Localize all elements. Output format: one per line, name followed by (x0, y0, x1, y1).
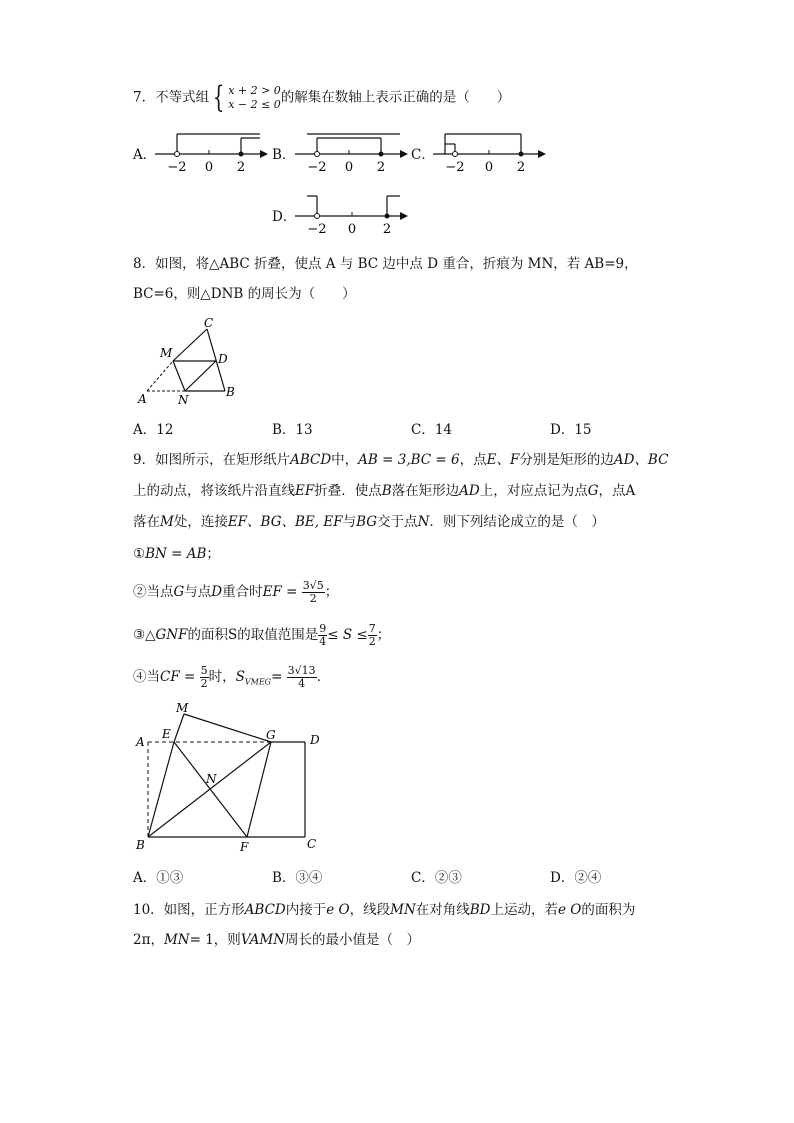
open-dot (175, 152, 180, 157)
label-C: C (204, 316, 214, 330)
q9-text: ．则下列结论成立的是（ ） (429, 514, 605, 530)
q9-math: GNF (155, 627, 188, 643)
q7-option-b-letter: B． (272, 147, 296, 163)
label-A: A (138, 392, 147, 406)
q9-text: 折叠．使点 (314, 483, 382, 499)
label-zero: 0 (204, 160, 214, 175)
q7-suffix: 的解集在数轴上表示正确的是（ ） (280, 89, 511, 106)
label-A: A (136, 735, 145, 749)
label-C: C (307, 837, 317, 851)
solid-dot (379, 152, 384, 157)
fraction (368, 623, 377, 648)
segment-BE (148, 742, 174, 837)
label-minus2: −2 (445, 160, 465, 175)
label-N: N (178, 393, 189, 407)
axis-arrow (400, 150, 408, 158)
q10-text: 内接于 (285, 902, 327, 918)
label-zero: 0 (484, 160, 494, 175)
fraction (287, 665, 317, 690)
q9-option-d: D．②④ (550, 870, 602, 886)
q9-math: ABCD (290, 452, 332, 468)
q7-stem (133, 80, 511, 115)
label-two: 2 (382, 222, 392, 237)
numerator: 7 (368, 622, 376, 635)
q9-text: 与点 (184, 584, 212, 600)
q9-text: ④当 (133, 669, 160, 685)
q9-math: = (271, 669, 283, 685)
q9-option-a: A．①③ (133, 870, 184, 886)
q9-subscript: VMEG (244, 677, 272, 687)
label-two: 2 (376, 160, 386, 175)
denominator: 2 (309, 592, 317, 605)
q7-option-a-letter: A． (133, 147, 157, 163)
q9-statement-2 (133, 580, 338, 605)
label-B: B (226, 385, 235, 399)
segment-FG (247, 742, 271, 837)
q10-text: 在对角线 (415, 902, 470, 918)
q10-math: VAMN (240, 932, 286, 948)
q9-text: 的面积S的取值范围是 (187, 627, 319, 643)
q9-math: S (235, 669, 245, 685)
q7-option-b-numberline (290, 128, 410, 178)
label-E: E (162, 727, 171, 741)
denominator: 2 (368, 635, 376, 648)
label-F: F (240, 840, 249, 854)
q10-text: = 1，则 (189, 932, 241, 948)
label-B: B (136, 838, 145, 852)
q8-option-a: A．12 (133, 422, 174, 438)
label-M: M (160, 346, 173, 360)
fraction (318, 623, 327, 648)
q10-text: ，线段 (349, 902, 391, 918)
numerator: 5 (200, 664, 208, 677)
q9-text: 交于点 (377, 514, 418, 530)
q9-math: D (211, 584, 223, 600)
q9-math: EF、BG、BE, EF (227, 514, 343, 530)
label-two: 2 (516, 160, 526, 175)
q9-option-b: B．③④ (272, 870, 323, 886)
q9-math: M (160, 514, 174, 530)
crease-MN (173, 361, 185, 391)
denominator: 2 (200, 677, 208, 690)
q7-option-d-letter: D． (272, 209, 297, 225)
q9-math: AD (459, 483, 480, 499)
q7-option-c-letter: C． (411, 147, 435, 163)
q9-line3 (133, 513, 605, 531)
segment-BG (148, 742, 271, 837)
q9-text: 分别是矩形的边 (519, 452, 614, 468)
q10-text: 上运动，若 (490, 902, 559, 918)
axis-arrow (400, 212, 408, 220)
numerator: 3√13 (287, 664, 316, 677)
axis-arrow (538, 150, 546, 158)
q10-text: 2π， (133, 932, 164, 948)
denominator: 4 (319, 635, 327, 648)
label-G: G (266, 728, 276, 742)
label-D: D (218, 352, 228, 366)
q10-text: 的面积为 (581, 902, 636, 918)
q10-text: 周长的最小值是（ ） (285, 932, 421, 948)
q10-math: ABCD (244, 902, 286, 918)
q9-text: 与 (342, 514, 357, 530)
side-MG (184, 714, 271, 742)
q8-triangle-figure (130, 312, 250, 407)
open-dot (315, 152, 320, 157)
denominator: 4 (298, 677, 306, 690)
q7-ineq2: x − 2 ≤ 0 (228, 98, 281, 111)
label-N: N (206, 772, 217, 786)
q9-math: E、F (486, 452, 520, 468)
fraction (200, 665, 209, 690)
solid-dot (239, 152, 244, 157)
q9-math: EF = (262, 584, 298, 600)
q9-text: 9．如图所示，在矩形纸片 (133, 452, 291, 468)
side-MC (173, 329, 207, 361)
q9-line1 (133, 451, 668, 469)
q9-text: 处，连接 (173, 514, 228, 530)
side-ME (174, 714, 184, 742)
q10-line1 (133, 901, 635, 919)
q10-math: e O (326, 902, 350, 918)
q9-math: EF (295, 483, 315, 499)
q7-prefix: 7．不等式组 (133, 89, 210, 106)
q9-math: BG (356, 514, 378, 530)
numerator: 3√5 (302, 579, 324, 592)
q7-inequality-system (228, 84, 281, 112)
q9-rectangle-figure (130, 698, 330, 858)
label-two: 2 (236, 160, 246, 175)
solid-dot (519, 152, 524, 157)
q9-text: ，点A (598, 483, 636, 499)
q9-text: ③△ (133, 627, 156, 643)
label-zero: 0 (344, 160, 354, 175)
q9-line2 (133, 482, 635, 500)
q9-text: 上的动点，将该纸片沿直线 (133, 483, 295, 499)
q7-option-a-numberline (150, 128, 270, 178)
segment-EF (174, 742, 247, 837)
q8-line1: 8．如图，将△ABC 折叠，使点 A 与 BC 边中点 D 重合，折痕为 MN，若 AB=9， (133, 256, 638, 272)
fraction (302, 580, 325, 605)
open-dot (315, 214, 320, 219)
q9-option-c: C．②③ (411, 870, 462, 886)
q9-text: ① (133, 546, 146, 562)
q9-text: 落在 (133, 514, 160, 530)
numerator: 9 (319, 622, 327, 635)
q9-text: 时， (208, 669, 236, 685)
q9-math: BN = AB (145, 546, 207, 562)
q7-option-c-numberline (428, 128, 548, 178)
system-brace: { (212, 80, 225, 115)
q10-text: 10．如图，正方形 (133, 902, 245, 918)
q9-text: ． (316, 669, 331, 685)
q9-math: G (173, 584, 185, 600)
label-minus2: −2 (167, 160, 187, 175)
axis-arrow (260, 150, 268, 158)
q8-option-c: C．14 (411, 422, 453, 438)
q9-math: G (587, 483, 599, 499)
q9-text: 重合时 (222, 584, 263, 600)
fold-AM (147, 361, 173, 391)
open-dot (453, 152, 458, 157)
q9-statement-1 (133, 545, 220, 563)
q7-option-d-numberline (290, 190, 410, 240)
label-M: M (176, 701, 189, 715)
q9-statement-4 (133, 665, 330, 692)
label-D: D (310, 733, 320, 747)
q9-text: ； (324, 584, 339, 600)
q9-text: 中， (331, 452, 359, 468)
q9-math: AB = 3,BC = 6 (358, 452, 460, 468)
side-ND (185, 361, 216, 391)
q9-math: AD、BC (613, 452, 669, 468)
q9-statement-3 (133, 623, 390, 648)
q9-text: ，点 (459, 452, 487, 468)
q7-ineq1: x + 2 > 0 (228, 84, 281, 97)
q8-option-d: D．15 (550, 422, 592, 438)
q8-line2: BC=6，则△DNB 的周长为（ ） (133, 286, 356, 302)
q9-text: ②当点 (133, 584, 174, 600)
q10-math: MN (390, 902, 416, 918)
q9-math: CF = (160, 669, 196, 685)
label-minus2: −2 (307, 160, 327, 175)
q9-text: 上，对应点记为点 (479, 483, 588, 499)
q10-math: e O (558, 902, 582, 918)
label-minus2: −2 (307, 222, 327, 237)
q9-math: N (417, 514, 430, 530)
q9-text: ； (206, 546, 220, 562)
label-zero: 0 (347, 222, 357, 237)
q8-option-b: B．13 (272, 422, 313, 438)
q9-math: ≤ S ≤ (327, 627, 368, 643)
q9-text: ； (376, 627, 391, 643)
q10-math: MN (163, 932, 190, 948)
q9-math: B (381, 483, 392, 499)
solid-dot (385, 214, 390, 219)
q10-math: BD (469, 902, 491, 918)
q9-text: 落在矩形边 (391, 483, 460, 499)
q10-line2 (133, 931, 420, 949)
